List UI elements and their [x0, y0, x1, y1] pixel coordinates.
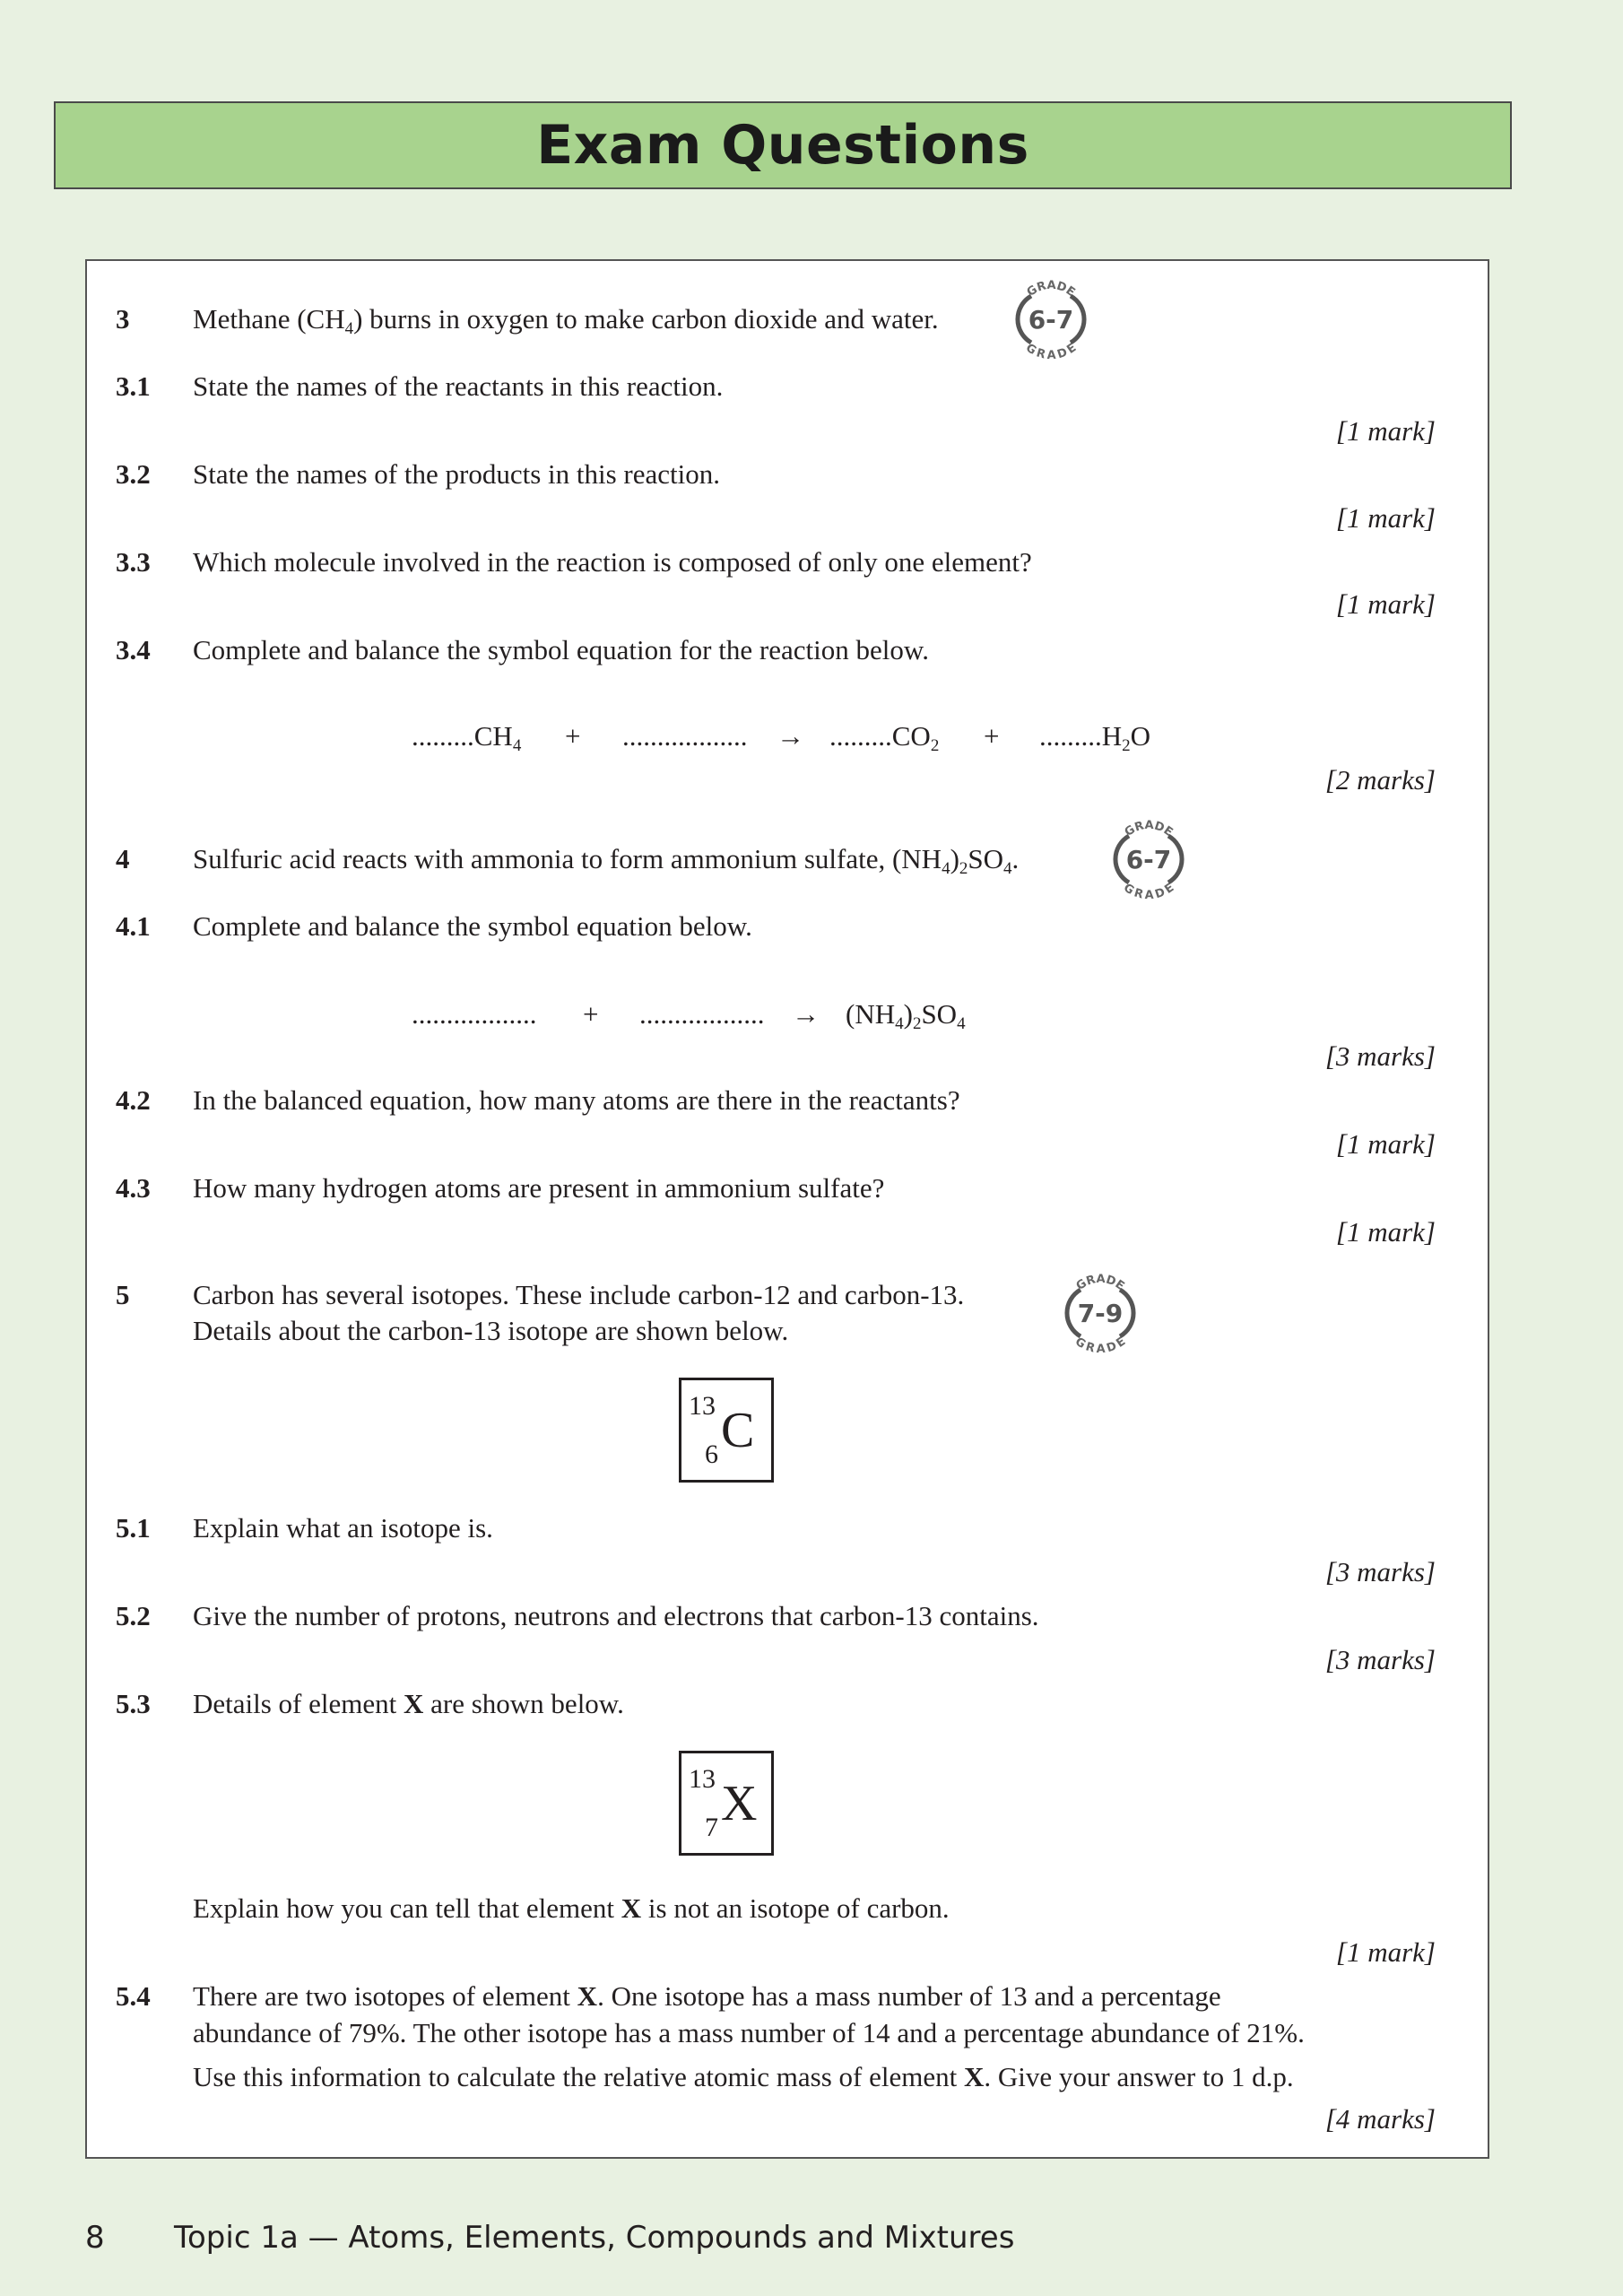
- question-number: 4: [116, 843, 130, 874]
- question-number: 5.3: [116, 1688, 151, 1719]
- grade-badge-icon: [1057, 1270, 1143, 1356]
- svg-text:6-7: 6-7: [1125, 845, 1172, 874]
- marks-label: [1 mark]: [1335, 588, 1436, 620]
- svg-text:GRADE: GRADE: [1073, 1272, 1127, 1294]
- question-text: Methane $(CH_4)$ burns in oxygen to make carbon dioxide and water.: [193, 303, 939, 338]
- svg-text:GRADE: GRADE: [1023, 341, 1080, 362]
- svg-text:GRADE: GRADE: [1122, 818, 1176, 840]
- marks-label: [3 marks]: [1324, 1556, 1436, 1587]
- marks-label: [1 mark]: [1335, 1936, 1436, 1968]
- marks-label: [4 marks]: [1324, 2103, 1436, 2135]
- question-text: There are two isotopes of element X. One isotope has a mass number of 13 and a percentage: [193, 1980, 1221, 2012]
- question-number: 4.1: [116, 910, 151, 942]
- question-text: Complete and balance the symbol equation below.: [193, 910, 752, 942]
- marks-label: [1 mark]: [1335, 1216, 1436, 1248]
- svg-text:GRADE: GRADE: [1121, 881, 1177, 902]
- svg-text:GRADE: GRADE: [1024, 278, 1078, 300]
- question-text: In the balanced equation, how many atoms are there in the reactants?: [193, 1084, 960, 1116]
- question-number: 3.2: [116, 458, 151, 490]
- question-text: Use this information to calculate the relative atomic mass of element X. Give your answer to 1 d.p.: [193, 2061, 1294, 2092]
- question-text: Carbon has several isotopes. These include carbon-12 and carbon-13.: [193, 1279, 965, 1310]
- svg-text:6-7: 6-7: [1028, 305, 1074, 335]
- grade-badge-icon: [1008, 276, 1094, 362]
- question-text: Details of element X are shown below.: [193, 1688, 624, 1719]
- marks-label: [1 mark]: [1335, 1128, 1436, 1160]
- question-text: Details about the carbon-13 isotope are shown below.: [193, 1315, 789, 1346]
- question-text: Explain what an isotope is.: [193, 1512, 493, 1544]
- answer-blank[interactable]: ..................: [622, 720, 748, 752]
- marks-label: [3 marks]: [1324, 1644, 1436, 1675]
- question-number: 5: [116, 1279, 130, 1310]
- question-text: State the names of the products in this reaction.: [193, 458, 720, 490]
- question-number: 4.2: [116, 1084, 151, 1116]
- question-text: Which molecule involved in the reaction is composed of only one element?: [193, 546, 1032, 578]
- grade-badge-icon: [1106, 816, 1192, 902]
- question-number: 3.1: [116, 370, 151, 402]
- question-text: State the names of the reactants in this reaction.: [193, 370, 724, 402]
- question-number: 3.3: [116, 546, 151, 578]
- answer-blank[interactable]: ..................: [639, 998, 765, 1030]
- page-title: Exam Questions: [536, 114, 1029, 177]
- question-text: Sulfuric acid reacts with ammonia to form ammonium sulfate, $(NH_4)_2SO_4$.: [193, 843, 1020, 878]
- question-number: 5.1: [116, 1512, 151, 1544]
- marks-label: [2 marks]: [1324, 764, 1436, 796]
- page-header: [54, 101, 1512, 189]
- question-number: 3.4: [116, 634, 151, 665]
- marks-label: [1 mark]: [1335, 415, 1436, 447]
- answer-blank[interactable]: ..................: [412, 998, 537, 1030]
- question-text: How many hydrogen atoms are present in ammonium sulfate?: [193, 1172, 885, 1204]
- isotope-element-x: 13 7 X: [679, 1751, 774, 1856]
- page-number: 8: [85, 2220, 105, 2256]
- question-number: 5.2: [116, 1600, 151, 1631]
- marks-label: [1 mark]: [1335, 502, 1436, 534]
- svg-text:7-9: 7-9: [1077, 1299, 1124, 1328]
- question-number: 5.4: [116, 1980, 151, 2012]
- topic-footer: Topic 1a — Atoms, Elements, Compounds and Mixtures: [174, 2220, 1015, 2256]
- question-number: 4.3: [116, 1172, 151, 1204]
- isotope-carbon-13: 13 6 C: [679, 1378, 774, 1483]
- marks-label: [3 marks]: [1324, 1040, 1436, 1072]
- question-text: Explain how you can tell that element X is not an isotope of carbon.: [193, 1892, 950, 1924]
- question-text: abundance of 79%. The other isotope has a mass number of 14 and a percentage abundance of 21%.: [193, 2017, 1305, 2048]
- question-number: 3: [116, 303, 130, 335]
- svg-text:GRADE: GRADE: [1072, 1335, 1129, 1356]
- question-text: Give the number of protons, neutrons and electrons that carbon-13 contains.: [193, 1600, 1039, 1631]
- question-text: Complete and balance the symbol equation for the reaction below.: [193, 634, 929, 665]
